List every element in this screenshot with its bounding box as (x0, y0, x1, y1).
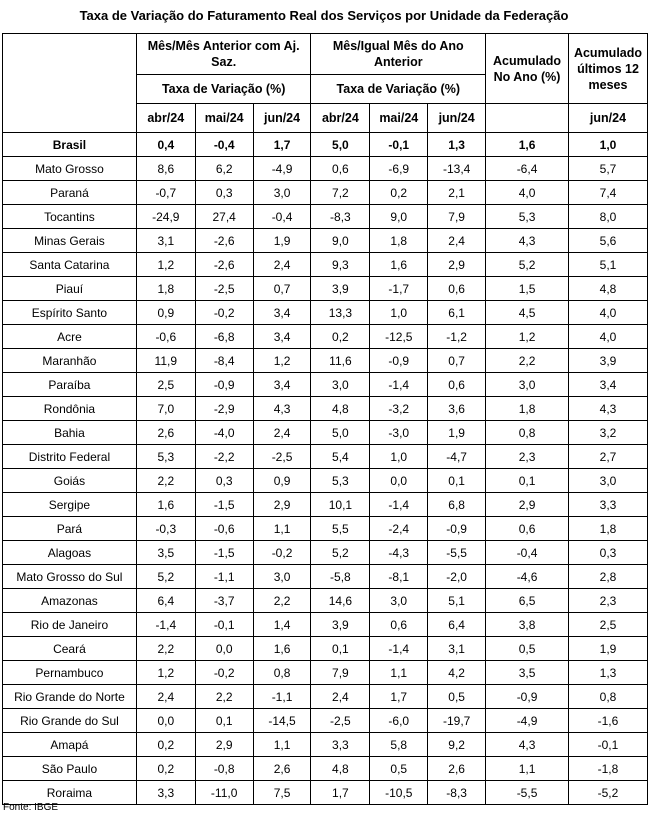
table-row (3, 541, 648, 565)
value-cell: 11,9 (136, 349, 195, 373)
value-cell: -1,7 (370, 277, 428, 301)
value-cell: 1,3 (568, 661, 647, 685)
value-cell: -0,4 (253, 205, 311, 229)
value-cell: 0,9 (253, 469, 311, 493)
uf-name-cell: Pernambuco (3, 661, 137, 685)
value-cell: -1,4 (370, 637, 428, 661)
value-cell: 2,6 (136, 421, 195, 445)
value-cell: -1,1 (195, 565, 253, 589)
table-row (3, 661, 648, 685)
value-cell: -0,7 (136, 181, 195, 205)
value-cell: -6,8 (195, 325, 253, 349)
table-row (3, 469, 648, 493)
value-cell: 1,6 (370, 253, 428, 277)
value-cell: -19,7 (428, 709, 486, 733)
table-row (3, 349, 648, 373)
value-cell: 2,4 (311, 685, 370, 709)
data-table (2, 33, 648, 805)
value-cell: 0,8 (253, 661, 311, 685)
value-cell: -0,1 (568, 733, 647, 757)
value-cell: 1,2 (136, 253, 195, 277)
value-cell: -5,5 (486, 781, 569, 805)
value-cell: -0,1 (370, 133, 428, 157)
value-cell: -24,9 (136, 205, 195, 229)
table-row (3, 325, 648, 349)
value-cell: 3,4 (568, 373, 647, 397)
value-cell: -4,9 (486, 709, 569, 733)
uf-name-cell: Pará (3, 517, 137, 541)
table-title: Taxa de Variação do Faturamento Real dos Serviços por Unidade da Federação (79, 8, 569, 23)
value-cell: 1,6 (136, 493, 195, 517)
value-cell: 3,0 (253, 565, 311, 589)
value-cell: 1,8 (136, 277, 195, 301)
value-cell: -8,1 (370, 565, 428, 589)
table-row (3, 781, 648, 805)
value-cell: 0,3 (195, 469, 253, 493)
value-cell: -0,2 (253, 541, 311, 565)
value-cell: 0,8 (568, 685, 647, 709)
value-cell: 0,4 (136, 133, 195, 157)
value-cell: -3,2 (370, 397, 428, 421)
value-cell: 0,1 (311, 637, 370, 661)
value-cell: 2,9 (428, 253, 486, 277)
value-cell: -1,8 (568, 757, 647, 781)
value-cell: -0,2 (195, 301, 253, 325)
value-cell: 2,9 (195, 733, 253, 757)
value-cell: 3,5 (486, 661, 569, 685)
uf-name-cell: Distrito Federal (3, 445, 137, 469)
value-cell: -1,4 (370, 493, 428, 517)
value-cell: 5,0 (311, 133, 370, 157)
value-cell: 5,6 (568, 229, 647, 253)
table-row (3, 685, 648, 709)
uf-name-cell: Ceará (3, 637, 137, 661)
value-cell: -1,4 (136, 613, 195, 637)
value-cell: -1,4 (370, 373, 428, 397)
value-cell: -0,8 (195, 757, 253, 781)
value-cell: -3,0 (370, 421, 428, 445)
uf-header (3, 34, 137, 133)
table-row (3, 373, 648, 397)
value-cell: 0,6 (486, 517, 569, 541)
value-cell: 2,9 (253, 493, 311, 517)
value-cell: 0,3 (568, 541, 647, 565)
uf-name-cell: Rio Grande do Sul (3, 709, 137, 733)
value-cell: 0,5 (486, 637, 569, 661)
value-cell: 0,2 (136, 757, 195, 781)
value-cell: -0,6 (136, 325, 195, 349)
value-cell: -5,5 (428, 541, 486, 565)
value-cell: 3,4 (253, 373, 311, 397)
value-cell: 13,3 (311, 301, 370, 325)
group-header-yoy: Mês/Igual Mês do Ano Anterior (311, 34, 486, 75)
value-cell: -6,4 (486, 157, 569, 181)
table-row (3, 181, 648, 205)
value-cell: -10,5 (370, 781, 428, 805)
value-cell: 27,4 (195, 205, 253, 229)
value-cell: 0,2 (370, 181, 428, 205)
group-header-mom: Mês/Mês Anterior com Aj. Saz. (136, 34, 311, 75)
value-cell: 1,6 (486, 133, 569, 157)
value-cell: 2,4 (253, 421, 311, 445)
value-cell: -2,5 (195, 277, 253, 301)
value-cell: -6,0 (370, 709, 428, 733)
value-cell: 1,1 (253, 733, 311, 757)
value-cell: 5,2 (136, 565, 195, 589)
value-cell: -11,0 (195, 781, 253, 805)
value-cell: -0,2 (195, 661, 253, 685)
value-cell: 5,1 (428, 589, 486, 613)
value-cell: 0,2 (136, 733, 195, 757)
value-cell: 1,1 (486, 757, 569, 781)
value-cell: 7,0 (136, 397, 195, 421)
value-cell: 0,0 (370, 469, 428, 493)
value-cell: 4,8 (311, 397, 370, 421)
value-cell: 9,0 (311, 229, 370, 253)
value-cell: -8,3 (428, 781, 486, 805)
value-cell: 4,8 (311, 757, 370, 781)
value-cell: 2,7 (568, 445, 647, 469)
value-cell: 2,3 (486, 445, 569, 469)
uf-name-cell: Paraíba (3, 373, 137, 397)
value-cell: 7,2 (311, 181, 370, 205)
value-cell: 0,0 (136, 709, 195, 733)
value-cell: 5,1 (568, 253, 647, 277)
value-cell: 1,3 (428, 133, 486, 157)
value-cell: 5,2 (486, 253, 569, 277)
table-row (3, 421, 648, 445)
value-cell: 2,4 (253, 253, 311, 277)
month-header-acumulado-ano (486, 104, 569, 133)
value-cell: 3,8 (486, 613, 569, 637)
month-header: mai/24 (370, 104, 428, 133)
value-cell: 7,5 (253, 781, 311, 805)
value-cell: 0,5 (428, 685, 486, 709)
month-header: abr/24 (311, 104, 370, 133)
uf-name-cell: Sergipe (3, 493, 137, 517)
value-cell: 2,5 (568, 613, 647, 637)
value-cell: 1,6 (253, 637, 311, 661)
value-cell: 1,7 (370, 685, 428, 709)
table-row (3, 301, 648, 325)
value-cell: 8,0 (568, 205, 647, 229)
uf-name-cell: Goiás (3, 469, 137, 493)
value-cell: 1,4 (253, 613, 311, 637)
value-cell: 3,3 (568, 493, 647, 517)
table-row (3, 589, 648, 613)
source-note: Fonte: IBGE (3, 802, 59, 813)
value-cell: 5,7 (568, 157, 647, 181)
uf-name-cell: Brasil (3, 133, 137, 157)
value-cell: 1,8 (486, 397, 569, 421)
value-cell: 4,3 (568, 397, 647, 421)
value-cell: 2,2 (136, 469, 195, 493)
uf-name-cell: Roraima (3, 781, 137, 805)
value-cell: 5,2 (311, 541, 370, 565)
header-acumulado-ano: Acumulado No Ano (%) (486, 34, 569, 104)
value-cell: 6,1 (428, 301, 486, 325)
value-cell: 6,8 (428, 493, 486, 517)
table-row (3, 709, 648, 733)
value-cell: 2,9 (486, 493, 569, 517)
table-row (3, 757, 648, 781)
table-row (3, 733, 648, 757)
uf-name-cell: Amazonas (3, 589, 137, 613)
uf-name-cell: Espírito Santo (3, 301, 137, 325)
value-cell: 3,0 (253, 181, 311, 205)
table-row (3, 445, 648, 469)
value-cell: 1,2 (136, 661, 195, 685)
table-row (3, 229, 648, 253)
value-cell: -2,4 (370, 517, 428, 541)
uf-name-cell: Alagoas (3, 541, 137, 565)
table-row (3, 397, 648, 421)
value-cell: -2,0 (428, 565, 486, 589)
table-row (3, 517, 648, 541)
value-cell: -2,6 (195, 253, 253, 277)
value-cell: 2,4 (136, 685, 195, 709)
uf-name-cell: Rio Grande do Norte (3, 685, 137, 709)
table-row (3, 205, 648, 229)
value-cell: 2,6 (428, 757, 486, 781)
value-cell: -0,4 (486, 541, 569, 565)
value-cell: 1,5 (486, 277, 569, 301)
value-cell: 4,8 (568, 277, 647, 301)
value-cell: 2,2 (195, 685, 253, 709)
value-cell: 6,5 (486, 589, 569, 613)
value-cell: 7,9 (428, 205, 486, 229)
value-cell: -8,4 (195, 349, 253, 373)
table-row (3, 157, 648, 181)
value-cell: -5,2 (568, 781, 647, 805)
uf-name-cell: Mato Grosso (3, 157, 137, 181)
value-cell: 3,0 (311, 373, 370, 397)
value-cell: 3,1 (136, 229, 195, 253)
value-cell: 3,3 (311, 733, 370, 757)
value-cell: -2,2 (195, 445, 253, 469)
value-cell: 1,9 (253, 229, 311, 253)
table-row-brasil (3, 133, 648, 157)
table-row (3, 277, 648, 301)
value-cell: 0,7 (428, 349, 486, 373)
value-cell: 0,3 (195, 181, 253, 205)
value-cell: -2,9 (195, 397, 253, 421)
uf-name-cell: Rio de Janeiro (3, 613, 137, 637)
uf-name-cell: Paraná (3, 181, 137, 205)
value-cell: 7,9 (311, 661, 370, 685)
value-cell: 0,0 (195, 637, 253, 661)
value-cell: -0,4 (195, 133, 253, 157)
value-cell: 5,8 (370, 733, 428, 757)
value-cell: 0,8 (486, 421, 569, 445)
value-cell: 3,6 (428, 397, 486, 421)
value-cell: -1,6 (568, 709, 647, 733)
value-cell: 9,3 (311, 253, 370, 277)
uf-name-cell: Santa Catarina (3, 253, 137, 277)
value-cell: 3,0 (486, 373, 569, 397)
value-cell: 7,4 (568, 181, 647, 205)
table-row (3, 565, 648, 589)
value-cell: 1,9 (428, 421, 486, 445)
value-cell: 3,5 (136, 541, 195, 565)
table-row (3, 253, 648, 277)
value-cell: 3,4 (253, 325, 311, 349)
value-cell: -5,8 (311, 565, 370, 589)
value-cell: 3,2 (568, 421, 647, 445)
value-cell: 1,7 (253, 133, 311, 157)
value-cell: 1,7 (311, 781, 370, 805)
value-cell: -2,5 (253, 445, 311, 469)
value-cell: -1,5 (195, 541, 253, 565)
value-cell: -4,9 (253, 157, 311, 181)
uf-name-cell: Acre (3, 325, 137, 349)
value-cell: -0,1 (195, 613, 253, 637)
value-cell: 4,0 (568, 301, 647, 325)
value-cell: -1,1 (253, 685, 311, 709)
value-cell: -14,5 (253, 709, 311, 733)
value-cell: 6,2 (195, 157, 253, 181)
value-cell: 0,2 (311, 325, 370, 349)
value-cell: 2,3 (568, 589, 647, 613)
value-cell: 0,6 (428, 277, 486, 301)
uf-name-cell: São Paulo (3, 757, 137, 781)
value-cell: -0,9 (370, 349, 428, 373)
value-cell: 3,9 (568, 349, 647, 373)
value-cell: 0,1 (486, 469, 569, 493)
value-cell: 3,9 (311, 277, 370, 301)
value-cell: 2,2 (136, 637, 195, 661)
value-cell: 1,0 (370, 445, 428, 469)
value-cell: 5,5 (311, 517, 370, 541)
value-cell: -0,3 (136, 517, 195, 541)
value-cell: 2,8 (568, 565, 647, 589)
table-body (3, 133, 648, 805)
value-cell: 4,0 (486, 181, 569, 205)
value-cell: 1,8 (568, 517, 647, 541)
month-header: abr/24 (136, 104, 195, 133)
value-cell: -1,2 (428, 325, 486, 349)
value-cell: 14,6 (311, 589, 370, 613)
value-cell: -12,5 (370, 325, 428, 349)
value-cell: -2,6 (195, 229, 253, 253)
uf-name-cell: Rondônia (3, 397, 137, 421)
value-cell: -0,6 (195, 517, 253, 541)
value-cell: -4,7 (428, 445, 486, 469)
value-cell: -3,7 (195, 589, 253, 613)
value-cell: 2,2 (486, 349, 569, 373)
table-row (3, 637, 648, 661)
value-cell: 0,6 (311, 157, 370, 181)
month-header: jun/24 (428, 104, 486, 133)
value-cell: 2,1 (428, 181, 486, 205)
value-cell: 1,0 (370, 301, 428, 325)
value-cell: -13,4 (428, 157, 486, 181)
value-cell: 3,0 (568, 469, 647, 493)
value-cell: 0,1 (195, 709, 253, 733)
month-header: mai/24 (195, 104, 253, 133)
table-row (3, 613, 648, 637)
value-cell: 0,6 (428, 373, 486, 397)
value-cell: 9,0 (370, 205, 428, 229)
value-cell: -0,9 (195, 373, 253, 397)
value-cell: 4,5 (486, 301, 569, 325)
value-cell: 2,5 (136, 373, 195, 397)
value-cell: 3,3 (136, 781, 195, 805)
value-cell: 2,2 (253, 589, 311, 613)
value-cell: 4,3 (486, 229, 569, 253)
value-cell: -1,5 (195, 493, 253, 517)
value-cell: 1,2 (253, 349, 311, 373)
value-cell: 1,2 (486, 325, 569, 349)
value-cell: 0,7 (253, 277, 311, 301)
value-cell: 5,3 (136, 445, 195, 469)
value-cell: -8,3 (311, 205, 370, 229)
value-cell: 3,9 (311, 613, 370, 637)
value-cell: 1,8 (370, 229, 428, 253)
value-cell: 0,1 (428, 469, 486, 493)
value-cell: 0,6 (370, 613, 428, 637)
value-cell: 0,5 (370, 757, 428, 781)
value-cell: 2,4 (428, 229, 486, 253)
header-acumulado-12: Acumulado últimos 12 meses (568, 34, 647, 104)
value-cell: 5,0 (311, 421, 370, 445)
uf-name-cell: Mato Grosso do Sul (3, 565, 137, 589)
month-header-acumulado-12: jun/24 (568, 104, 647, 133)
uf-name-cell: Amapá (3, 733, 137, 757)
value-cell: 4,2 (428, 661, 486, 685)
value-cell: 4,3 (253, 397, 311, 421)
subgroup-header-mom: Taxa de Variação (%) (136, 75, 311, 104)
value-cell: 5,4 (311, 445, 370, 469)
value-cell: 1,0 (568, 133, 647, 157)
uf-name-cell: Bahia (3, 421, 137, 445)
value-cell: -4,0 (195, 421, 253, 445)
value-cell: 8,6 (136, 157, 195, 181)
value-cell: -0,9 (428, 517, 486, 541)
value-cell: 6,4 (428, 613, 486, 637)
subgroup-header-yoy: Taxa de Variação (%) (311, 75, 486, 104)
value-cell: 11,6 (311, 349, 370, 373)
value-cell: 9,2 (428, 733, 486, 757)
value-cell: -0,9 (486, 685, 569, 709)
value-cell: 4,3 (486, 733, 569, 757)
value-cell: 0,9 (136, 301, 195, 325)
value-cell: 3,0 (370, 589, 428, 613)
value-cell: -6,9 (370, 157, 428, 181)
value-cell: 10,1 (311, 493, 370, 517)
uf-name-cell: Minas Gerais (3, 229, 137, 253)
value-cell: 2,6 (253, 757, 311, 781)
value-cell: 3,1 (428, 637, 486, 661)
value-cell: -2,5 (311, 709, 370, 733)
value-cell: 5,3 (486, 205, 569, 229)
uf-name-cell: Piauí (3, 277, 137, 301)
uf-name-cell: Maranhão (3, 349, 137, 373)
value-cell: 1,1 (253, 517, 311, 541)
value-cell: 6,4 (136, 589, 195, 613)
value-cell: 4,0 (568, 325, 647, 349)
value-cell: 1,1 (370, 661, 428, 685)
value-cell: -4,6 (486, 565, 569, 589)
uf-name-cell: Tocantins (3, 205, 137, 229)
value-cell: -4,3 (370, 541, 428, 565)
value-cell: 5,3 (311, 469, 370, 493)
value-cell: 1,9 (568, 637, 647, 661)
month-header: jun/24 (253, 104, 311, 133)
table-row (3, 493, 648, 517)
value-cell: 3,4 (253, 301, 311, 325)
